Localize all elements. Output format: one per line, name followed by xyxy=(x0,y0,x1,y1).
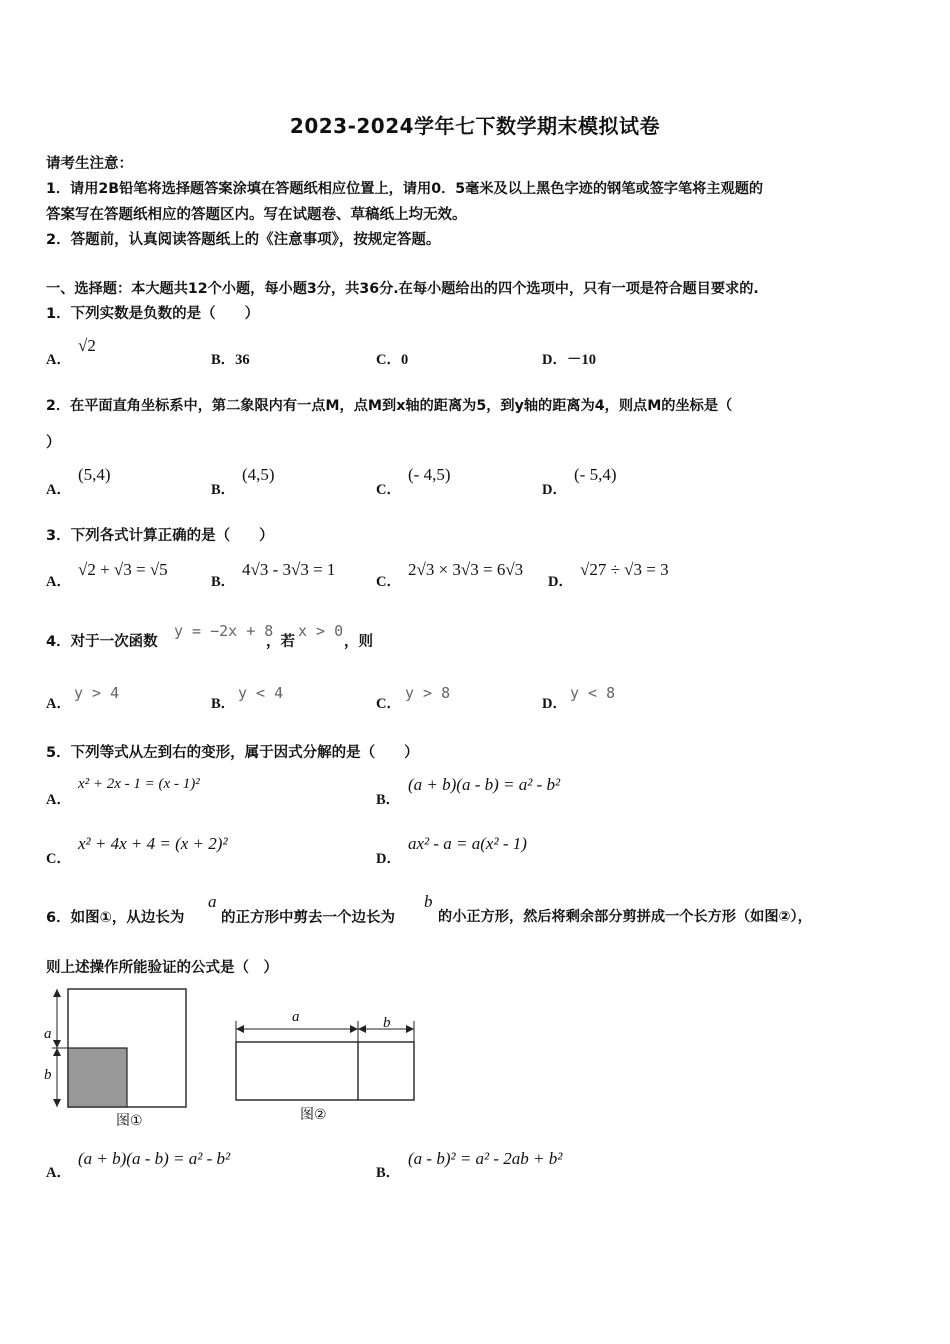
fig1-arrow-bottom xyxy=(53,1099,61,1107)
q6-stem-part3: 的小正方形，然后将剩余部分剪拼成一个长方形（如图②）， xyxy=(438,909,812,925)
q4-option-b-label: B． xyxy=(211,696,236,712)
q5-stem: 5．下列等式从左到右的变形，属于因式分解的是（ ） xyxy=(46,745,419,761)
q2-option-a-label: A． xyxy=(46,482,71,498)
q6-option-a-math: (a + b)(a - b) = a² - b² xyxy=(78,1149,231,1168)
q2-option-c-label: C． xyxy=(376,482,401,498)
q2-option-b-label: B． xyxy=(211,482,236,498)
q3-option-b-math: 4√3 - 3√3 = 1 xyxy=(242,560,336,579)
q4-option-c-math: y > 8 xyxy=(405,684,451,702)
fig1-arrow-mid-up xyxy=(53,1040,61,1048)
q3-option-c-math: 2√3 × 3√3 = 6√3 xyxy=(408,560,524,579)
q4-condition: x > 0 xyxy=(298,622,344,640)
notice-line-2: 2．答题前，认真阅读答题纸上的《注意事项》，按规定答题。 xyxy=(46,232,441,248)
q4-function: y = −2x + 8 xyxy=(174,622,274,640)
q4-option-a-math: y > 4 xyxy=(74,684,120,702)
q3-option-d-math: √27 ÷ √3 = 3 xyxy=(580,560,669,579)
q1-option-a-label: A． xyxy=(46,352,71,368)
q3-option-c-label: C． xyxy=(376,574,401,590)
fig2-arrow-2 xyxy=(350,1025,358,1033)
section-heading: 一、选择题：本大题共12个小题，每小题3分，共36分.在每小题给出的四个选项中，只有一项是符合题目要求的. xyxy=(46,281,759,297)
q3-option-a-math: √2 + √3 = √5 xyxy=(78,560,168,579)
q1-option-b: B．36 xyxy=(211,352,250,368)
q2-option-a-math: (5,4) xyxy=(78,465,111,484)
q6-option-b-label: B． xyxy=(376,1165,401,1181)
q4-option-a-label: A． xyxy=(46,696,71,712)
q6-stem-line2: 则上述操作所能验证的公式是（ ） xyxy=(46,960,278,976)
fig2-arrow-3 xyxy=(358,1025,366,1033)
q4-stem-mid: ，若 xyxy=(266,634,295,650)
q4-option-b-math: y < 4 xyxy=(238,684,284,702)
q4-stem-post: ，则 xyxy=(344,634,373,650)
q4-stem-pre: 4．对于一次函数 xyxy=(46,634,158,650)
fig2-rectangle xyxy=(236,1042,414,1100)
q2-stem-close: ） xyxy=(46,435,61,451)
q5-option-a-math: x² + 2x - 1 = (x - 1)² xyxy=(78,776,200,792)
q5-option-a-label: A． xyxy=(46,792,71,808)
fig2-arrow-4 xyxy=(406,1025,414,1033)
q6-var-a: a xyxy=(208,892,217,911)
q6-stem-part2: 的正方形中剪去一个边长为 xyxy=(221,910,395,926)
q5-option-d-math: ax² - a = a(x² - 1) xyxy=(408,834,527,853)
q5-option-b-label: B． xyxy=(376,792,401,808)
q3-option-d-label: D． xyxy=(548,574,573,590)
fig1-label-b: b xyxy=(44,1067,52,1083)
notice-heading: 请考生注意： xyxy=(46,156,133,172)
notice-line-1b: 答案写在答题纸相应的答题区内。写在试题卷、草稿纸上均无效。 xyxy=(46,207,467,223)
q5-option-b-math: (a + b)(a - b) = a² - b² xyxy=(408,775,561,794)
q3-stem: 3．下列各式计算正确的是（ ） xyxy=(46,528,274,544)
q1-stem: 1．下列实数是负数的是（ ） xyxy=(46,306,260,322)
q2-stem: 2．在平面直角坐标系中，第二象限内有一点M，点M到x轴的距离为5，到y轴的距离为4，则点M的坐标是（ xyxy=(46,398,733,414)
notice-line-1: 1．请用2B铅笔将选择题答案涂填在答题纸相应位置上，请用0．5毫米及以上黑色字迹的钢笔或签字笔将主观题的 xyxy=(46,181,764,197)
fig1-arrow-top xyxy=(53,989,61,997)
fig2-caption: 图② xyxy=(300,1107,327,1123)
q2-option-b-math: (4,5) xyxy=(242,465,275,484)
fig2-label-a: a xyxy=(292,1009,300,1025)
q6-stem-part1: 6．如图①，从边长为 xyxy=(46,910,185,926)
q1-option-d: D．－10 xyxy=(542,352,596,368)
q5-option-c-math: x² + 4x + 4 = (x + 2)² xyxy=(78,834,228,853)
q6-figure-2 xyxy=(228,1015,423,1107)
q2-option-d-label: D． xyxy=(542,482,567,498)
q6-var-b: b xyxy=(424,892,433,911)
q5-option-d-label: D． xyxy=(376,851,401,867)
q1-option-a-math: √2 xyxy=(78,336,96,355)
q2-option-d-math: (- 5,4) xyxy=(574,465,617,484)
q4-option-c-label: C． xyxy=(376,696,401,712)
q1-option-c: C．0 xyxy=(376,352,409,368)
fig2-arrow-1 xyxy=(236,1025,244,1033)
q2-option-c-math: (- 4,5) xyxy=(408,465,451,484)
page-title: 2023-2024学年七下数学期末模拟试卷 xyxy=(289,114,661,138)
q6-option-b-math: (a - b)² = a² - 2ab + b² xyxy=(408,1149,563,1168)
q3-option-a-label: A． xyxy=(46,574,71,590)
fig1-caption: 图① xyxy=(116,1113,143,1129)
fig1-label-a: a xyxy=(44,1026,52,1042)
q6-option-a-label: A． xyxy=(46,1165,71,1181)
q4-option-d-label: D． xyxy=(542,696,567,712)
fig1-small-square xyxy=(68,1048,127,1107)
q4-option-d-math: y < 8 xyxy=(570,684,616,702)
fig1-arrow-mid-down xyxy=(53,1048,61,1056)
fig2-label-b: b xyxy=(383,1015,391,1031)
q5-option-c-label: C． xyxy=(46,851,71,867)
q3-option-b-label: B． xyxy=(211,574,236,590)
